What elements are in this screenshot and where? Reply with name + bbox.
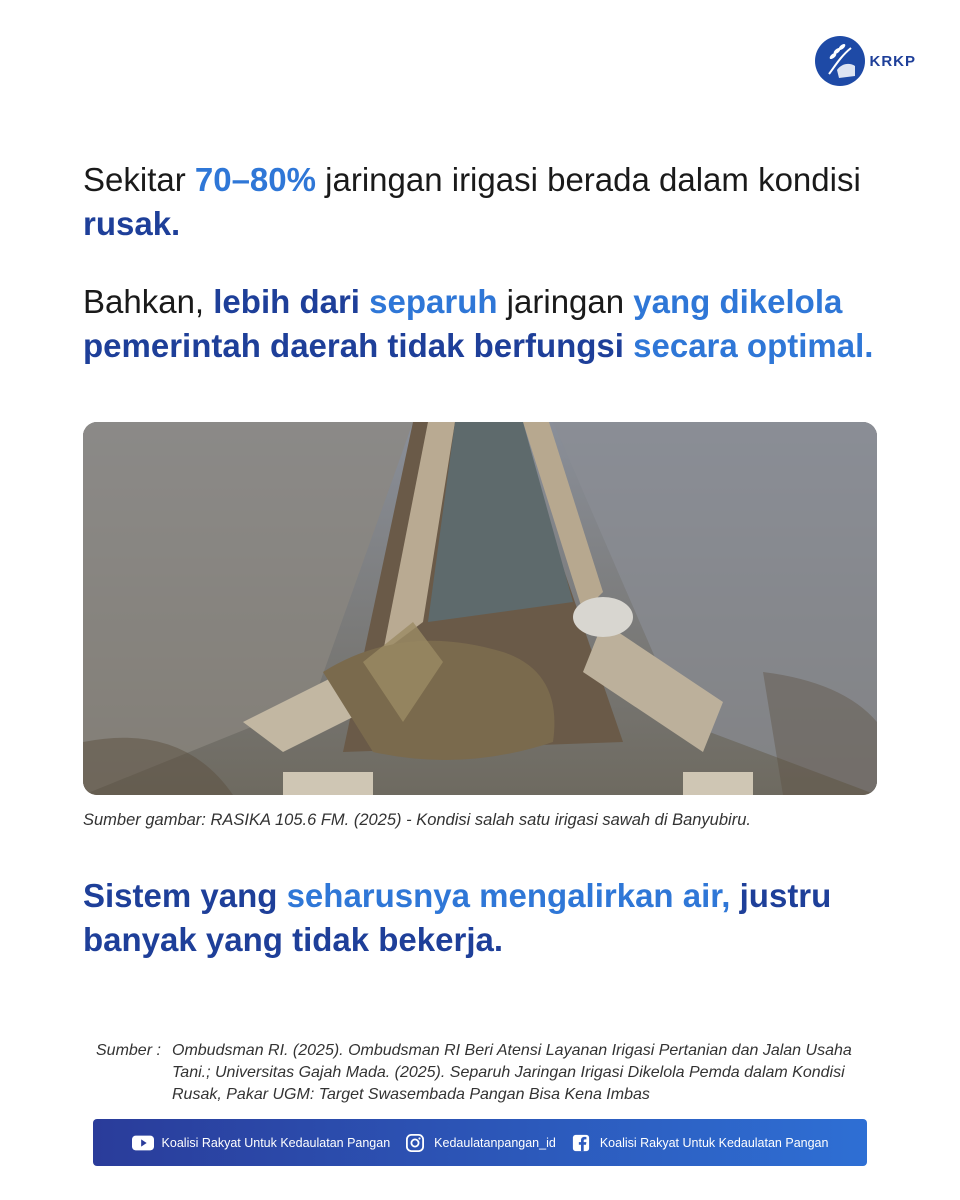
irrigation-photo [83, 422, 877, 795]
photo-caption: Sumber gambar: RASIKA 105.6 FM. (2025) - Kondisi salah satu irigasi sawah di Banyubiru. [83, 811, 751, 829]
conclusion-b: seharusnya mengalirkan air, [286, 877, 731, 914]
heading1-pre: Sekitar [83, 161, 195, 198]
footer-instagram[interactable] [404, 1134, 556, 1152]
conclusion-c: justru banyak yang tidak bekerja. [83, 877, 832, 958]
heading2-e: pemerintah daerah tidak berfungsi [83, 327, 624, 364]
krkp-logo-text: KRKP [869, 52, 916, 70]
conclusion-a: Sistem yang [83, 877, 287, 914]
sources-label: Sumber : [96, 1042, 161, 1059]
heading2-pre: Bahkan, [83, 283, 214, 320]
footer-youtube[interactable] [132, 1134, 391, 1152]
heading2-f: secara optimal. [623, 327, 874, 364]
instagram-icon [404, 1134, 426, 1152]
youtube-icon [132, 1134, 154, 1152]
heading2-a: lebih dari [213, 283, 360, 320]
sources-text: Ombudsman RI. (2025). Ombudsman RI Beri Atensi Layanan Irigasi Pertanian dan Jalan Usaha Tani.; Universitas Gajah Mada. (2025). Separuh Jaringan Irigasi Dikelola Pemda dalam Kondisi Rusak, Pakar UGM: Target Swasembada Pangan Bisa Kena Imbas [172, 1042, 852, 1103]
sources-block [96, 1040, 886, 1106]
heading1-mid: jaringan irigasi berada dalam kondisi [315, 161, 861, 198]
conclusion-text [83, 874, 883, 962]
footer-facebook-label: Koalisi Rakyat Untuk Kedaulatan Pangan [599, 1135, 829, 1150]
social-footer [93, 1119, 867, 1166]
heading1-percent: 70–80% [194, 161, 316, 198]
heading-local-government [83, 280, 893, 368]
heading2-c: jaringan [497, 283, 634, 320]
footer-youtube-label: Koalisi Rakyat Untuk Kedaulatan Pangan [161, 1135, 391, 1150]
heading-irrigation-damage [83, 158, 893, 246]
krkp-logo [815, 36, 916, 86]
facebook-icon [570, 1134, 592, 1152]
footer-facebook[interactable] [570, 1134, 829, 1152]
footer-instagram-label: Kedaulatanpangan_id [434, 1135, 556, 1150]
heading2-d: yang dikelola [633, 283, 843, 320]
heading1-end: rusak. [83, 205, 181, 242]
heading2-b: separuh [359, 283, 498, 320]
krkp-logo-mark [815, 36, 865, 86]
